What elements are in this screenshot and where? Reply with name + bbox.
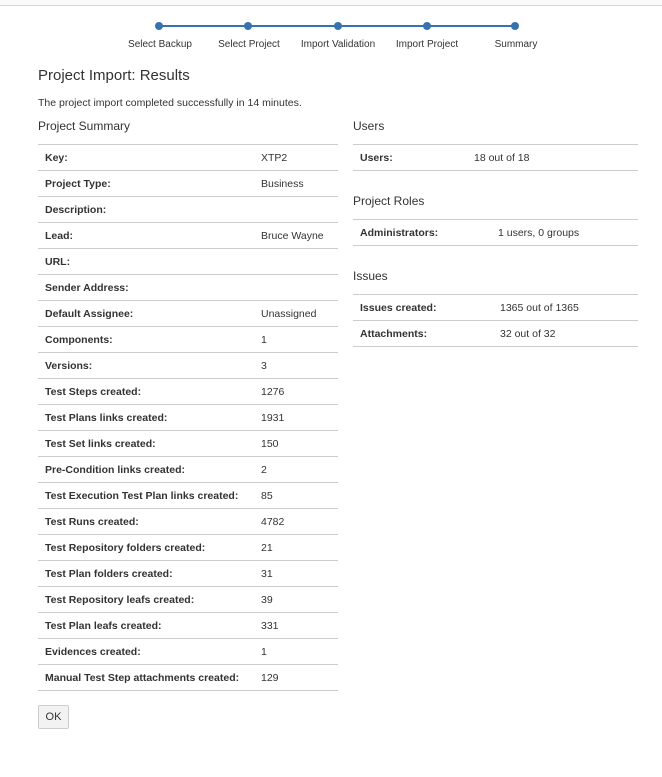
wizard-step-dot-import-project	[423, 22, 431, 30]
row-value	[254, 275, 338, 301]
row-label: Key:	[38, 145, 254, 171]
row-label: Test Plan folders created:	[38, 561, 254, 587]
table-row	[38, 587, 338, 613]
row-value: 85	[254, 483, 338, 509]
row-label: Attachments:	[353, 321, 493, 347]
row-value	[254, 249, 338, 275]
wizard-step-dot-summary	[511, 22, 519, 30]
table-row	[38, 535, 338, 561]
table-row	[38, 483, 338, 509]
table-row	[38, 301, 338, 327]
wizard-step-label-select-backup: Select Backup	[128, 39, 192, 50]
users-table	[353, 144, 638, 171]
table-row	[38, 613, 338, 639]
issues-table	[353, 294, 638, 347]
wizard-step-dot-select-backup	[155, 22, 163, 30]
row-label: Versions:	[38, 353, 254, 379]
row-label: URL:	[38, 249, 254, 275]
wizard-step-label-select-project: Select Project	[218, 39, 280, 50]
table-row	[38, 431, 338, 457]
row-label: Test Plan leafs created:	[38, 613, 254, 639]
table-row	[353, 220, 638, 246]
row-label: Manual Test Step attachments created:	[38, 665, 254, 691]
row-value: 1	[254, 327, 338, 353]
table-row	[38, 145, 338, 171]
row-label: Test Set links created:	[38, 431, 254, 457]
page-title: Project Import: Results	[38, 67, 190, 84]
table-row	[38, 405, 338, 431]
row-value	[254, 197, 338, 223]
row-value: Bruce Wayne	[254, 223, 338, 249]
table-row	[353, 145, 638, 171]
table-row	[38, 249, 338, 275]
row-value: 3	[254, 353, 338, 379]
issues-heading: Issues	[353, 269, 388, 283]
row-value: Unassigned	[254, 301, 338, 327]
row-value: 1276	[254, 379, 338, 405]
row-label: Test Execution Test Plan links created:	[38, 483, 254, 509]
project-summary-table	[38, 144, 338, 691]
table-row	[353, 295, 638, 321]
row-value: 1 users, 0 groups	[491, 220, 638, 246]
row-label: Users:	[353, 145, 467, 171]
table-row	[38, 509, 338, 535]
row-label: Administrators:	[353, 220, 491, 246]
table-row	[38, 457, 338, 483]
table-row	[353, 321, 638, 347]
success-message: The project import completed successfully in 14 minutes.	[38, 97, 302, 109]
table-row	[38, 327, 338, 353]
table-row	[38, 353, 338, 379]
row-label: Pre-Condition links created:	[38, 457, 254, 483]
row-label: Description:	[38, 197, 254, 223]
wizard-step-label-summary: Summary	[494, 39, 538, 50]
row-label: Lead:	[38, 223, 254, 249]
row-value: 1	[254, 639, 338, 665]
row-value: 150	[254, 431, 338, 457]
row-label: Project Type:	[38, 171, 254, 197]
row-value: 1365 out of 1365	[493, 295, 638, 321]
row-label: Test Repository folders created:	[38, 535, 254, 561]
project-roles-table	[353, 219, 638, 246]
row-value: 2	[254, 457, 338, 483]
row-value: XTP2	[254, 145, 338, 171]
row-label: Test Runs created:	[38, 509, 254, 535]
table-row	[38, 639, 338, 665]
import-wizard-progress	[0, 0, 662, 60]
table-row	[38, 223, 338, 249]
table-row	[38, 665, 338, 691]
wizard-step-label-import-validation: Import Validation	[300, 39, 376, 50]
table-row	[38, 197, 338, 223]
row-label: Components:	[38, 327, 254, 353]
project-summary-heading: Project Summary	[38, 119, 131, 133]
row-value: Business	[254, 171, 338, 197]
row-value: 1931	[254, 405, 338, 431]
ok-button[interactable]: OK	[38, 705, 69, 729]
users-heading: Users	[353, 119, 385, 133]
row-value: 18 out of 18	[467, 145, 638, 171]
row-value: 129	[254, 665, 338, 691]
wizard-step-dot-import-validation	[334, 22, 342, 30]
wizard-step-dot-select-project	[244, 22, 252, 30]
wizard-step-label-import-project: Import Project	[395, 39, 459, 50]
row-label: Default Assignee:	[38, 301, 254, 327]
row-label: Issues created:	[353, 295, 493, 321]
row-label: Test Repository leafs created:	[38, 587, 254, 613]
row-value: 331	[254, 613, 338, 639]
table-row	[38, 379, 338, 405]
row-value: 31	[254, 561, 338, 587]
project-roles-heading: Project Roles	[353, 194, 425, 208]
row-label: Test Steps created:	[38, 379, 254, 405]
row-value: 21	[254, 535, 338, 561]
table-row	[38, 171, 338, 197]
row-label: Sender Address:	[38, 275, 254, 301]
row-value: 4782	[254, 509, 338, 535]
row-value: 39	[254, 587, 338, 613]
row-label: Test Plans links created:	[38, 405, 254, 431]
table-row	[38, 561, 338, 587]
row-value: 32 out of 32	[493, 321, 638, 347]
row-label: Evidences created:	[38, 639, 254, 665]
table-row	[38, 275, 338, 301]
